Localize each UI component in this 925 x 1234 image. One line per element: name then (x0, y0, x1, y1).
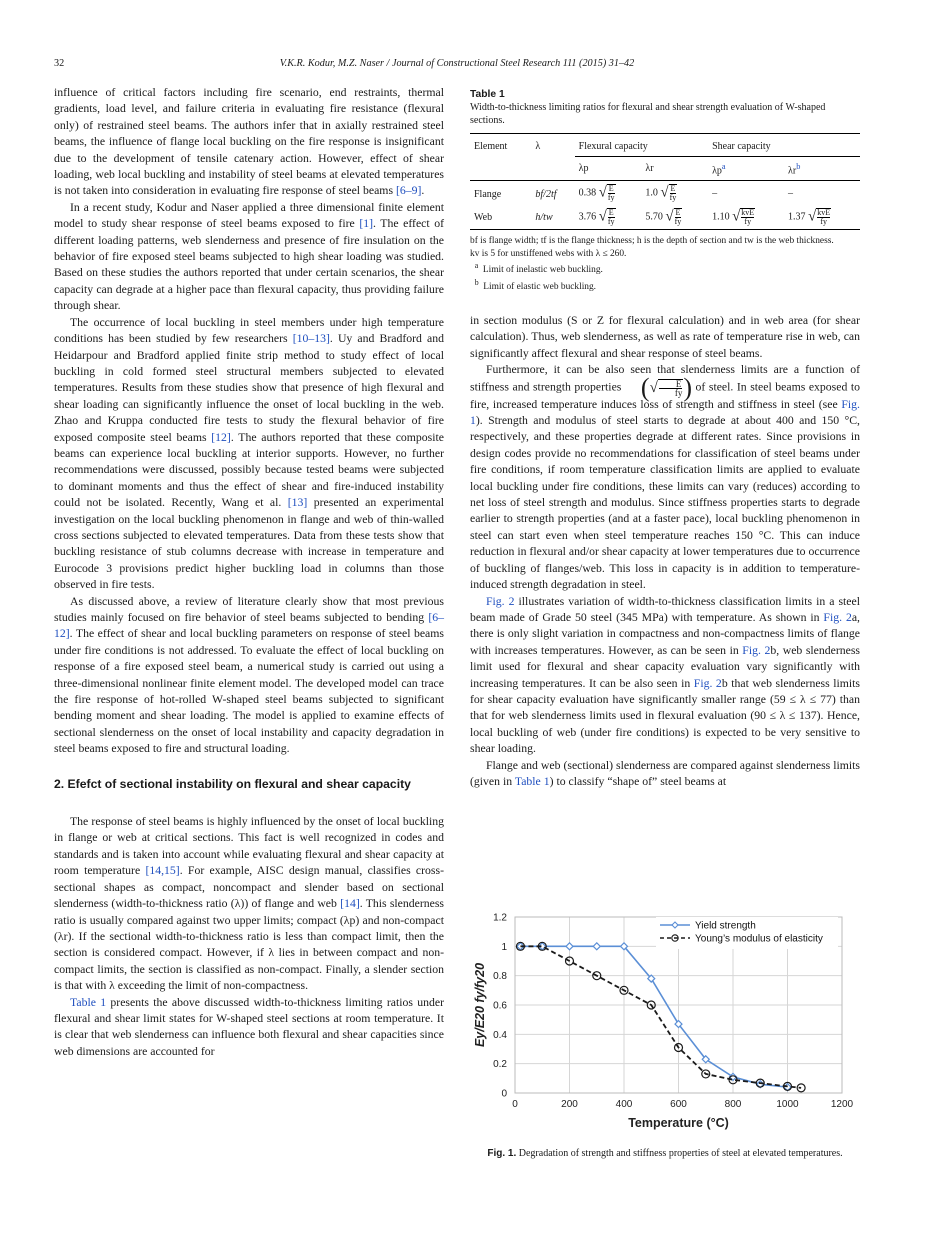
y-tick-label: 1.2 (493, 912, 507, 924)
chart-series (516, 942, 805, 1092)
paragraph: In a recent study, Kodur and Naser applied a three dimensional finite element model to study shear response of steel beams exposed to fire [1]. The effect of different loading patterns, web slenderness and presence of fire insulation on the behavior of fire exposed steel beams subjected to high shear loading was studied. Based on these studies the authors reported that under certain scenarios, the shear capacity can degrade at a higher pace than flexural capacity, thus providing failure through shear. (54, 200, 444, 313)
cell-lr: 5.70 √ $\frac{E}{fy}$ (645, 208, 682, 227)
legend-label: Yield strength (695, 920, 756, 932)
paragraph: The occurrence of local buckling in steel members under high temperature conditions has been studied by few researchers [10–13]. Uy and Bradford and Heidarpour and Bradford applied finite strip method to study effect of local buckling in cold formed steel structural members subjected to elevated temperatures. Results from these studies show that presence of high flexural and shear loading can significantly influence the onset of local buckling in the web. Zhao and Kruppa conducted fire tests to study the flexural behavior of fire exposed composite steel beams [12]. The authors reported that these composite beams can experience local buckling at interior supports. However, no further recommendations were discussed, possibly because tested beams were subjected to dominant moments and thus the effect of shear and fire-induced instability could not be isolated. Recently, Wang et al. [13] presented an experimental investigation on the local buckling phenomenon in flange and web of thin-walled cross sections subjected to elevated temperatures. Data from these tests show that buckling resistance of stub columns decrease with increase in temperature and Eurocode 3 provisions predict higher buckling load in columns than those observed in fire tests. (54, 315, 445, 592)
citation-link[interactable]: [14] (340, 897, 360, 911)
x-axis-label: Temperature (°C) (628, 1116, 729, 1130)
limits-table (470, 133, 860, 230)
figure-link[interactable]: Fig. 2 (823, 610, 852, 624)
footnote-a: $^a$ Limit of inelastic web buckling. (474, 261, 603, 276)
footnote: bf is flange width; tf is the flange thickness; h is the depth of section and tw is the web thickness. (470, 236, 834, 247)
series-line (520, 946, 801, 1088)
paragraph: As discussed above, a review of literature clearly show that most previous studies mainly focused on fire behavior of steel beams subjected to bending [6–12]. The effect of shear and local buckling parameters on response of steel beams under fire conditions is not addressed. To evaluate the effect of local buckling on response of a fire exposed steel beam, a numerical study is carried out using a three-dimensional nonlinear finite element model. The developed model can trace the fire response of hot-rolled W-shaped steel beams subjected to significant bending moment and shear loading. The model is applied to examine effects of sectional slenderness on the onset of local instability and capacity degradation in steel beams exposed to fire and structural loading. (54, 594, 445, 756)
citation-link[interactable]: [1] (359, 217, 374, 231)
cell-lr-shear: – (788, 187, 793, 199)
col-lr-shear: λr$^b$ (788, 162, 801, 177)
figure-caption: Fig. 1. Degradation of strength and stiffness properties of steel at elevated temperatures. (487, 1148, 843, 1159)
section-heading: 2. Efefct of sectional instability on flexural and shear capacity (54, 776, 411, 791)
table-row (470, 181, 860, 206)
col-shear: Shear capacity (708, 134, 860, 157)
data-point (566, 943, 573, 950)
cell-lambda: h/tw (535, 211, 553, 223)
x-tick-label: 1200 (830, 1099, 854, 1110)
col-element: Element (470, 134, 531, 181)
cell-lr-shear: 1.37 √ kvE fy (788, 208, 831, 227)
table-link[interactable]: Table 1 (70, 995, 107, 1009)
x-tick-label: 1000 (776, 1099, 799, 1110)
cell-lp: 0.38 √ $\frac{E}{fy}$ (578, 184, 615, 203)
paragraph: Flange and web (sectional) slenderness are compared against slenderness limits (given in Table 1) to classify “shape of” steel beams at (470, 758, 860, 788)
citation-link[interactable]: [14,15] (145, 864, 180, 878)
right-column (470, 313, 860, 790)
citation-link[interactable]: [12] (211, 430, 231, 444)
citation-link[interactable]: [10–13] (292, 332, 330, 346)
paragraph: Fig. 2 illustrates variation of width-to-thickness classification limits in a steel beam made of Grade 50 steel (345 MPa) with temperature. As shown in Fig. 2a, there is only slight variation in compactness and non-compactness limits of flange with increases temperatures. However, as can be seen in Fig. 2b, web slenderness limit used for flexural and shear capacity evaluation vary significantly with increasing temperatures. It can be also seen in Fig. 2b that web slenderness limits for shear capacity evaluation have significantly smaller range (59 ≤ λ ≤ 77) than that for web slenderness limits used in flexural evaluation (90 ≤ λ ≤ 137). Hence, local buckling of web (under fire conditions) is expected to be very sensitive to shear loading. (470, 594, 861, 756)
table-link[interactable]: Table 1 (514, 774, 550, 788)
x-tick-label: 600 (670, 1099, 687, 1110)
table-1 (470, 88, 860, 294)
paragraph: influence of critical factors including fire scenario, end restraints, thermal gradients, load level, and failure criteria in evaluating fire resistance (flexural only) of restrained steel beams. The authors infer that in axially restrained steel beams, the influence of flange local buckling on the fire response is insignificant due to the development of tensile catenary action. However, effect of shear loading, web local buckling and instability of steel beams at elevated temperatures is not taken into consideration in evaluating fire response of steel beams [6–9]. (54, 86, 444, 198)
degradation-chart (470, 905, 860, 1140)
table-title: Table 1 (470, 89, 505, 100)
footnote-b: $^b$ Limit of elastic web buckling. (474, 277, 597, 293)
col-lambda: λ (531, 134, 574, 181)
x-tick-label: 400 (615, 1099, 633, 1110)
table-footnotes (470, 235, 860, 293)
page-header (54, 58, 860, 74)
col-lp-shear: λp$^a$ (712, 162, 726, 177)
figure-link[interactable]: Fig. 2 (742, 643, 771, 657)
paragraph: in section modulus (S or Z for flexural calculation) and in web area (for shear calculation). Thus, web slenderness, as well as rate of temperature rise in web, can significantly affect flexural and shear response of steel beams. (470, 314, 860, 360)
data-point (593, 943, 600, 950)
y-tick-label: 0 (501, 1088, 507, 1100)
citation-link[interactable]: [6–12] (54, 611, 445, 641)
col-lr: λr (645, 163, 654, 175)
page-number: 32 (54, 58, 65, 69)
cell-element: Web (474, 211, 493, 223)
y-axis-label: Ey/E20 fy/fy20 (473, 962, 487, 1048)
data-point (797, 1084, 805, 1092)
y-tick-label: 0.2 (493, 1059, 507, 1071)
cell-lr: 1.0 √ $\frac{E}{fy}$ (645, 184, 677, 203)
x-tick-label: 0 (512, 1099, 518, 1110)
running-head: V.K.R. Kodur, M.Z. Naser / Journal of Constructional Steel Research 111 (2015) 31–42 (279, 58, 635, 69)
paragraph: Table 1 presents the above discussed width-to-thickness limiting ratios under flexural and shear limit states for W-shaped steel sections at room temperature. It is clear that web slenderness can influence both flexural and shear capacities since web dimensions are accounted for (54, 995, 445, 1058)
chart-legend (656, 917, 838, 949)
citation-link[interactable]: [6–9] (395, 184, 422, 198)
footnote-a-link[interactable]: a (721, 162, 726, 171)
table-row (470, 205, 860, 230)
paragraph: Furthermore, it can be also seen that slenderness limits are a function of stiffness and strength properties (√ $\frac{E}{fy}$ ) of steel. In steel beams exposed to fire, increased temperature induces loss of strength and stiffness in steel (see Fig. 1). Strength and modulus of steel starts to degrade at about 400 and 150 °C, respectively, and these properties degrade at different rates. Since provisions in design codes provide no recommendations for classification of steel beams under fire conditions, if room temperature classification limits are applied to evaluate local buckling under fire conditions, these limits can vary (reduces) according to net loss of steel strength and modulus. Since stiffness properties starts to degrade earlier to strength properties (and at a faster pace), local buckling phenomenon in steel can start even when steel temperature reaches 150 °C. This can induce reduction in flexural and/or shear capacity at lower temperatures due to occurrence of buckling of flanges/web. This loss in capacity is in addition to temperature-induced strength degradation in steel. (470, 363, 861, 592)
x-tick-label: 800 (724, 1099, 742, 1110)
y-tick-label: 0.4 (493, 1029, 507, 1041)
left-column (54, 85, 444, 1060)
col-lp: λp (578, 163, 589, 175)
footnote-b-link[interactable]: b (796, 162, 801, 171)
figure-link[interactable]: Fig. 1 (470, 397, 860, 428)
legend-label: Young’s modulus of elasticity (695, 933, 823, 945)
cell-lp: 3.76 √ $\frac{E}{fy}$ (578, 208, 615, 227)
col-flexural: Flexural capacity (575, 134, 708, 157)
y-tick-label: 0.8 (493, 971, 507, 983)
figure-link[interactable]: Fig. 2 (693, 676, 722, 690)
citation-link[interactable]: [13] (287, 496, 308, 510)
sqrt-formula: (√ $\frac{E}{fy}$ ) (640, 372, 692, 402)
cell-lp-shear: – (712, 187, 718, 199)
cell-lambda: bf/2tf (535, 189, 557, 201)
figure-1 (470, 905, 860, 1140)
figure-link[interactable]: Fig. 2 (486, 594, 515, 608)
y-tick-label: 0.6 (493, 1000, 507, 1012)
y-tick-label: 1 (501, 941, 507, 953)
cell-lp-shear: 1.10 √ kvE fy (712, 208, 755, 227)
paragraph: The response of steel beams is highly influenced by the onset of local buckling in flange or web at critical sections. This fact is well recognized in codes and standards and is taken into account while evaluating flexural and shear capacity at room temperature [14,15]. For example, AISC design manual, classifies cross-sectional shapes as compact, noncompact and slender based on sectional slenderness (width-to-thickness ratio (λ)) of flange and web [14]. This slenderness ratio is usually compared against two upper limits; compact (λp) and non-compact (λr). If the sectional width-to-thickness ratio is less than compact limit, then the section is considered compact. However, if λ lies in between compact and non-compact limits, the section is classified as non-compact. Finally, a slender section is that with λ exceeding the limit of non-compactness. (54, 815, 445, 993)
series-line (520, 946, 787, 1087)
table-caption: Width-to-thickness limiting ratios for flexural and shear strength evaluation of W-shaped sections. (470, 102, 826, 126)
cell-element: Flange (474, 189, 502, 201)
x-tick-label: 200 (561, 1099, 578, 1110)
footnote: kv is 5 for unstiffened webs with λ ≤ 260. (470, 248, 627, 259)
